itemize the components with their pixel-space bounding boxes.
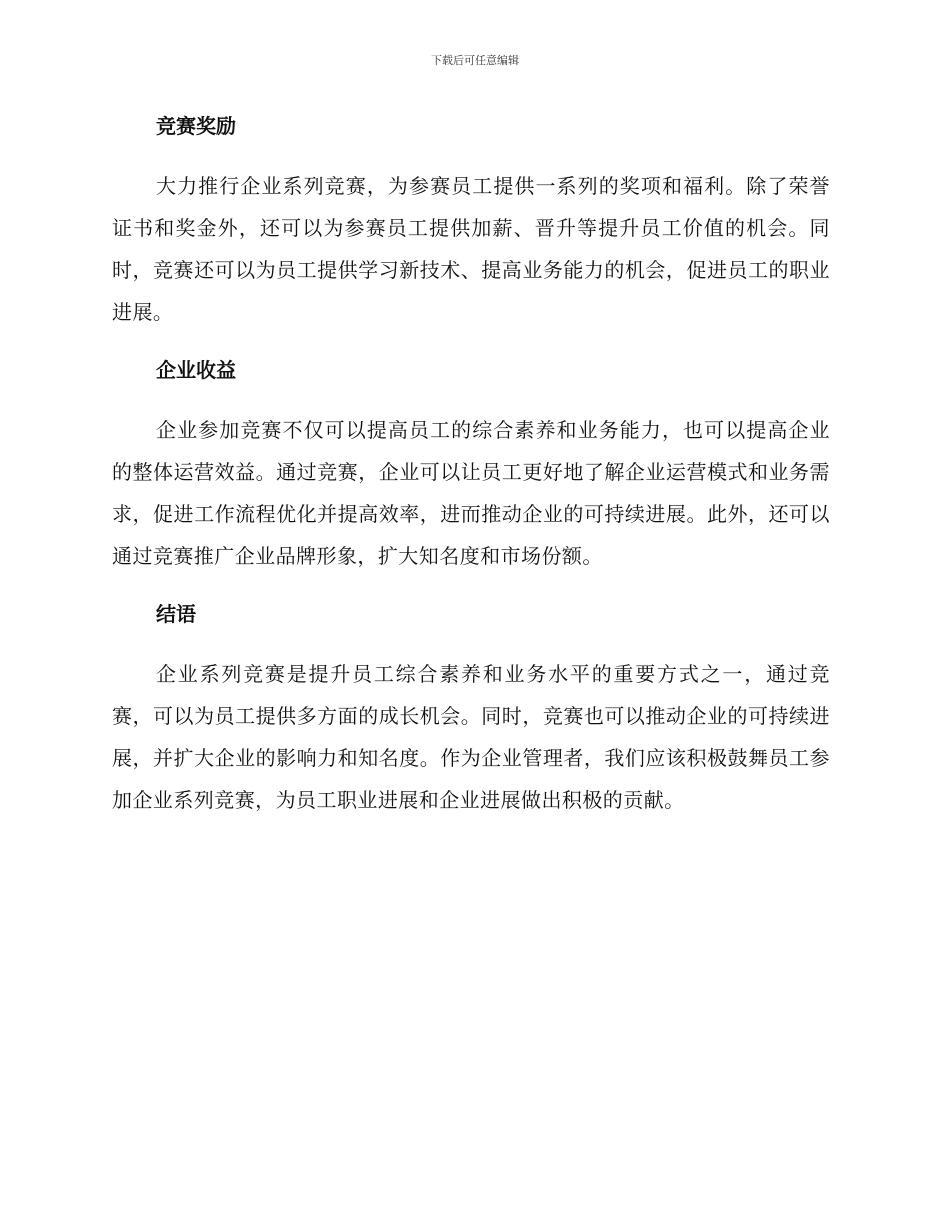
section-enterprise-benefits <box>112 352 830 577</box>
section-heading: 竞赛奖励 <box>156 114 236 138</box>
section-heading: 结语 <box>156 602 196 626</box>
section-paragraph: 大力推行企业系列竞赛，为参赛员工提供一系列的奖项和福利。除了荣誉证书和奖金外，还可以为参赛员工提供加薪、晋升等提升员工价值的机会。同时，竞赛还可以为员工提供学习新技术、提高业务能力的机会，促进员工的职业进展。 <box>112 174 830 324</box>
section-heading: 企业收益 <box>156 358 236 382</box>
section-paragraph: 企业参加竞赛不仅可以提高员工的综合素养和业务能力，也可以提高企业的整体运营效益。通过竞赛，企业可以让员工更好地了解企业运营模式和业务需求，促进工作流程优化并提高效率，进而推动企业的可持续进展。此外，还可以通过竞赛推广企业品牌形象，扩大知名度和市场份额。 <box>112 418 830 568</box>
section-conclusion <box>112 596 830 821</box>
document-body <box>112 108 830 840</box>
section-paragraph: 企业系列竞赛是提升员工综合素养和业务水平的重要方式之一，通过竞赛，可以为员工提供多方面的成长机会。同时，竞赛也可以推动企业的可持续进展，并扩大企业的影响力和知名度。作为企业管理者，我们应该积极鼓舞员工参加企业系列竞赛，为员工职业进展和企业进展做出积极的贡献。 <box>112 662 830 812</box>
section-competition-rewards <box>112 108 830 333</box>
page-header: 下载后可任意编辑 <box>431 54 519 67</box>
